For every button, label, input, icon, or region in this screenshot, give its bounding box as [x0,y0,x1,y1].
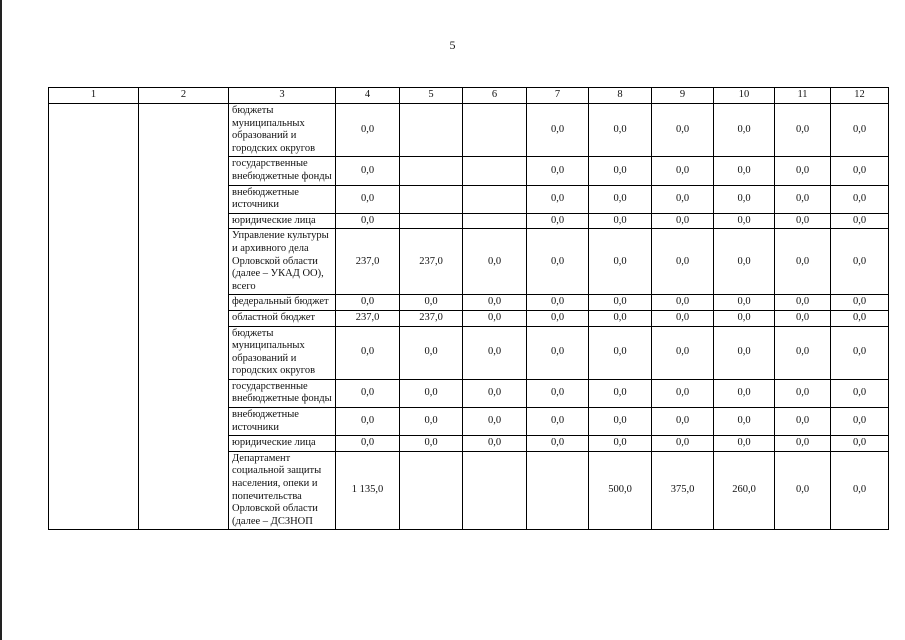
value-cell: 0,0 [589,104,652,157]
value-cell: 0,0 [527,213,589,229]
value-cell: 0,0 [831,310,889,326]
value-cell: 0,0 [775,213,831,229]
row-label: федеральный бюджет [229,295,336,311]
column-header: 6 [463,88,527,104]
value-cell: 0,0 [652,185,714,213]
value-cell: 0,0 [527,408,589,436]
value-cell [400,157,463,185]
value-cell: 0,0 [336,104,400,157]
value-cell: 0,0 [589,408,652,436]
column-1-cell [49,104,139,530]
value-cell: 500,0 [589,451,652,530]
value-cell: 0,0 [714,157,775,185]
value-cell: 0,0 [527,379,589,407]
value-cell: 0,0 [831,213,889,229]
scan-left-edge [0,0,2,640]
value-cell: 0,0 [336,326,400,379]
value-cell: 0,0 [527,104,589,157]
value-cell: 0,0 [714,436,775,452]
value-cell: 0,0 [589,157,652,185]
row-label: Управление культуры и архивного дела Орловской области (далее – УКАД ОО), всего [229,229,336,295]
column-header: 12 [831,88,889,104]
value-cell: 0,0 [714,185,775,213]
value-cell: 0,0 [400,379,463,407]
value-cell: 0,0 [775,157,831,185]
value-cell: 0,0 [652,104,714,157]
value-cell: 0,0 [775,185,831,213]
value-cell: 0,0 [652,379,714,407]
value-cell: 0,0 [652,326,714,379]
row-label: Департамент социальной защиты населения, опеки и попечительства Орловской области (далее – ДСЗНОП [229,451,336,530]
value-cell: 0,0 [714,379,775,407]
value-cell: 0,0 [775,104,831,157]
value-cell [400,213,463,229]
value-cell: 0,0 [589,310,652,326]
value-cell: 0,0 [652,229,714,295]
value-cell [463,213,527,229]
value-cell: 0,0 [589,213,652,229]
column-header: 4 [336,88,400,104]
budget-table [48,87,889,530]
value-cell: 0,0 [775,310,831,326]
column-header: 10 [714,88,775,104]
value-cell [400,185,463,213]
value-cell: 0,0 [714,295,775,311]
column-header: 9 [652,88,714,104]
value-cell: 0,0 [775,379,831,407]
value-cell [400,451,463,530]
value-cell [400,104,463,157]
value-cell: 0,0 [831,451,889,530]
column-header: 11 [775,88,831,104]
row-label: государственные внебюджетные фонды [229,157,336,185]
header-row [49,88,889,104]
value-cell: 0,0 [527,326,589,379]
value-cell: 1 135,0 [336,451,400,530]
value-cell: 0,0 [336,408,400,436]
column-header: 1 [49,88,139,104]
row-label: внебюджетные источники [229,408,336,436]
row-label: юридические лица [229,436,336,452]
value-cell: 0,0 [463,229,527,295]
value-cell: 0,0 [527,295,589,311]
value-cell [463,451,527,530]
column-header: 3 [229,88,336,104]
value-cell: 0,0 [463,310,527,326]
row-label: бюджеты муниципальных образований и городских округов [229,326,336,379]
row-label: государственные внебюджетные фонды [229,379,336,407]
value-cell: 0,0 [831,157,889,185]
value-cell: 260,0 [714,451,775,530]
value-cell [527,451,589,530]
value-cell: 0,0 [400,295,463,311]
value-cell: 0,0 [463,408,527,436]
value-cell: 0,0 [714,213,775,229]
value-cell: 375,0 [652,451,714,530]
value-cell: 0,0 [400,408,463,436]
value-cell: 0,0 [652,157,714,185]
column-header: 5 [400,88,463,104]
value-cell: 0,0 [652,213,714,229]
value-cell: 237,0 [336,229,400,295]
value-cell [463,185,527,213]
value-cell: 0,0 [527,185,589,213]
value-cell: 0,0 [463,326,527,379]
value-cell: 0,0 [831,295,889,311]
value-cell: 0,0 [589,295,652,311]
value-cell: 237,0 [336,310,400,326]
row-label: бюджеты муниципальных образований и городских округов [229,104,336,157]
value-cell: 0,0 [652,310,714,326]
value-cell: 0,0 [589,326,652,379]
value-cell: 0,0 [831,104,889,157]
value-cell: 0,0 [527,229,589,295]
value-cell: 0,0 [336,157,400,185]
value-cell: 0,0 [831,229,889,295]
value-cell: 0,0 [831,326,889,379]
value-cell: 0,0 [714,229,775,295]
row-label: областной бюджет [229,310,336,326]
row-label: юридические лица [229,213,336,229]
table-body [49,104,889,530]
value-cell: 0,0 [714,408,775,436]
value-cell: 0,0 [336,436,400,452]
value-cell: 0,0 [652,436,714,452]
value-cell: 0,0 [336,295,400,311]
value-cell [463,104,527,157]
value-cell [463,157,527,185]
value-cell: 0,0 [527,436,589,452]
value-cell: 0,0 [400,436,463,452]
row-label: внебюджетные источники [229,185,336,213]
value-cell: 0,0 [336,185,400,213]
value-cell: 0,0 [589,229,652,295]
column-2-cell [139,104,229,530]
value-cell: 0,0 [527,310,589,326]
table-row [49,104,889,157]
value-cell: 0,0 [463,436,527,452]
value-cell: 0,0 [589,379,652,407]
value-cell: 0,0 [336,213,400,229]
value-cell: 0,0 [463,295,527,311]
value-cell: 0,0 [652,408,714,436]
value-cell: 0,0 [831,408,889,436]
value-cell: 0,0 [527,157,589,185]
value-cell: 0,0 [775,436,831,452]
value-cell: 0,0 [714,326,775,379]
value-cell: 0,0 [463,379,527,407]
value-cell: 237,0 [400,310,463,326]
value-cell: 0,0 [400,326,463,379]
value-cell: 0,0 [589,185,652,213]
column-header: 8 [589,88,652,104]
column-header: 2 [139,88,229,104]
value-cell: 0,0 [652,295,714,311]
value-cell: 237,0 [400,229,463,295]
page-number: 5 [449,38,456,52]
value-cell: 0,0 [831,379,889,407]
value-cell: 0,0 [589,436,652,452]
value-cell: 0,0 [336,379,400,407]
value-cell: 0,0 [714,310,775,326]
value-cell: 0,0 [831,185,889,213]
column-header: 7 [527,88,589,104]
value-cell: 0,0 [775,295,831,311]
value-cell: 0,0 [714,104,775,157]
value-cell: 0,0 [775,408,831,436]
value-cell: 0,0 [831,436,889,452]
value-cell: 0,0 [775,326,831,379]
value-cell: 0,0 [775,451,831,530]
value-cell: 0,0 [775,229,831,295]
